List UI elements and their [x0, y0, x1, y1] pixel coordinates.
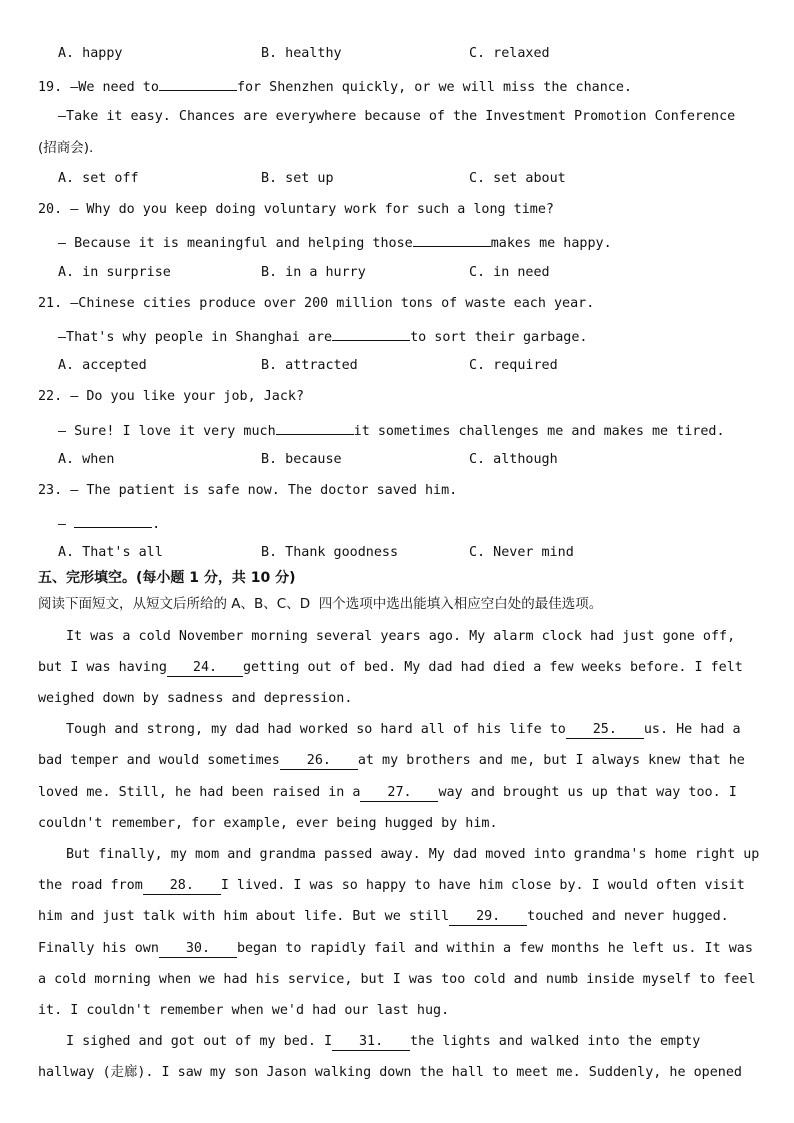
q23-blank	[74, 513, 152, 528]
cloze-blank-31: 31.	[332, 1034, 410, 1051]
q23-option-c: C. Never mind	[469, 545, 574, 560]
passage-text: getting out of bed. My dad had died a few weeks before. I felt	[243, 660, 743, 675]
cloze-blank-27: 27.	[360, 785, 438, 802]
q23-reply	[58, 513, 160, 534]
q22-stem: 22. — Do you like your job, Jack?	[38, 389, 305, 404]
q19-blank	[159, 76, 237, 91]
q18-option-a: A. happy	[58, 46, 123, 61]
passage-line	[38, 784, 737, 802]
q20-reply-post: makes me happy.	[490, 236, 612, 251]
passage-text: began to rapidly fail and within a few months he left us. It was	[236, 941, 753, 956]
passage-text: way and brought us up that way too. I	[438, 785, 737, 800]
passage-text: bad temper and would sometimes	[38, 753, 280, 768]
q21-option-b: B. attracted	[261, 358, 358, 373]
passage-line: weighed down by sadness and depression.	[38, 691, 353, 706]
q22-option-a: A. when	[58, 452, 115, 467]
section-instruction: 阅读下面短文，从短文后所给的 A、B、C、D 四个选项中选出能填入相应空白处的最佳选项。	[38, 596, 603, 612]
q23-reply-pre: —	[58, 517, 67, 532]
q22-blank	[276, 420, 354, 435]
q20-reply	[58, 232, 612, 253]
passage-text: him and just talk with him about life. But we still	[38, 909, 450, 924]
passage-text: at my brothers and me, but I always knew that he	[357, 753, 745, 768]
passage-line: But finally, my mom and grandma passed away. My dad moved into grandma's home right up	[66, 847, 760, 862]
passage-line: hallway (走廊). I saw my son Jason walking down the hall to meet me. Suddenly, he opened	[38, 1065, 742, 1080]
passage-line	[38, 908, 729, 926]
q20-option-a: A. in surprise	[58, 265, 171, 280]
q23-option-b: B. Thank goodness	[261, 545, 399, 560]
q20-option-c: C. in need	[469, 265, 550, 280]
q20-reply-pre: — Because it is meaningful and helping those	[58, 236, 413, 251]
passage-text: the road from	[38, 878, 143, 893]
cloze-blank-28: 28.	[143, 878, 221, 895]
q21-reply-pre: —That's why people in Shanghai are	[58, 330, 333, 345]
passage-line: it. I couldn't remember when we'd had our last hug.	[38, 1003, 450, 1018]
q19-option-a: A. set off	[58, 171, 139, 186]
q18-option-c: C. relaxed	[469, 46, 550, 61]
passage-text: touched and never hugged.	[527, 909, 729, 924]
section-heading: 五、完形填空。(每小题 1 分，共 10 分)	[38, 570, 296, 586]
q20-option-b: B. in a hurry	[261, 265, 366, 280]
passage-line	[66, 1033, 700, 1051]
passage-line: couldn't remember, for example, ever being hugged by him.	[38, 816, 498, 831]
q19-option-b: B. set up	[261, 171, 334, 186]
cloze-blank-29: 29.	[449, 909, 527, 926]
passage-text: loved me. Still, he had been raised in a	[38, 785, 361, 800]
passage-line	[66, 721, 741, 739]
q21-stem: 21. —Chinese cities produce over 200 million tons of waste each year.	[38, 296, 595, 311]
q23-option-a: A. That's all	[58, 545, 163, 560]
passage-text: Tough and strong, my dad had worked so hard all of his life to	[66, 722, 566, 737]
passage-line	[38, 659, 743, 677]
q18-option-b: B. healthy	[261, 46, 342, 61]
passage-text: the lights and walked into the empty	[410, 1034, 701, 1049]
q20-blank	[413, 232, 491, 247]
q22-option-b: B. because	[261, 452, 342, 467]
cloze-blank-26: 26.	[280, 753, 358, 770]
q19-option-c: C. set about	[469, 171, 566, 186]
passage-line: a cold morning when we had his service, but I was too cold and numb inside myself to feel	[38, 972, 756, 987]
passage-line	[38, 752, 745, 770]
passage-line: It was a cold November morning several years ago. My alarm clock had just gone off,	[66, 629, 736, 644]
cloze-blank-24: 24.	[167, 660, 243, 677]
q22-reply	[58, 420, 725, 441]
q19-reply: —Take it easy. Chances are everywhere because of the Investment Promotion Conference	[58, 109, 736, 124]
q20-stem: 20. — Why do you keep doing voluntary work for such a long time?	[38, 202, 554, 217]
q21-reply	[58, 326, 587, 347]
q21-blank	[332, 326, 410, 341]
q19-stem-post: for Shenzhen quickly, or we will miss the chance.	[236, 80, 632, 95]
q21-option-c: C. required	[469, 358, 558, 373]
q22-reply-pre: — Sure! I love it very much	[58, 424, 276, 439]
passage-text: us. He had a	[643, 722, 741, 737]
q21-reply-post: to sort their garbage.	[410, 330, 588, 345]
passage-line	[38, 877, 745, 895]
passage-text: but I was having	[38, 660, 167, 675]
passage-text: I lived. I was so happy to have him close by. I would often visit	[220, 878, 745, 893]
passage-text: Finally his own	[38, 941, 159, 956]
q22-reply-post: it sometimes challenges me and makes me tired.	[353, 424, 725, 439]
q19-reply-cont: (招商会).	[38, 140, 94, 156]
cloze-blank-25: 25.	[566, 722, 644, 739]
q23-reply-post: .	[152, 517, 161, 532]
q23-stem: 23. — The patient is safe now. The doctor saved him.	[38, 483, 458, 498]
q19-stem-pre: 19. —We need to	[38, 80, 159, 95]
q21-option-a: A. accepted	[58, 358, 147, 373]
cloze-blank-30: 30.	[159, 941, 237, 958]
q22-option-c: C. although	[469, 452, 558, 467]
passage-text: I sighed and got out of my bed. I	[66, 1034, 333, 1049]
passage-line	[38, 940, 753, 958]
q19-stem	[38, 76, 632, 97]
